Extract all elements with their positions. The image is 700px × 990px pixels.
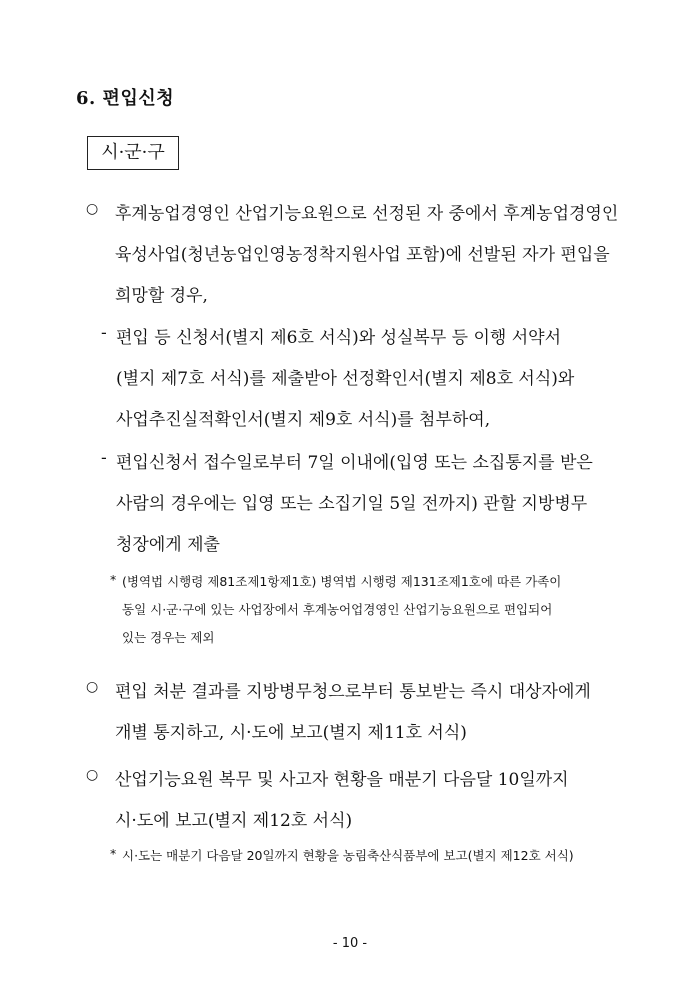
region-label-box: 시·군·구 [87,136,179,170]
item1-line1: 후계농업경영인 산업기능요원으로 선정된 자 중에서 후계농업경영인 [115,204,619,224]
note1-line1: (병역법 시행령 제81조제1항제1호) 병역법 시행령 제131조제1호에 따른 가족이 [122,574,562,589]
subitem2-line1: 편입신청서 접수일로부터 7일 이내에(입영 또는 소집통지를 받은 [116,453,593,473]
item1-line2: 육성사업(청년농업인영농정착지원사업 포함)에 선발된 자가 편입을 [115,245,610,265]
circle-bullet: ○ [86,679,99,695]
subitem2-line2: 사람의 경우에는 입영 또는 소집기일 5일 전까지) 관할 지방병무 [116,494,588,514]
asterisk-marker: * [110,846,117,861]
subitem1-line2: (별지 제7호 서식)를 제출받아 선정확인서(별지 제8호 서식)와 [116,369,575,389]
note1-line2: 동일 시·군·구에 있는 사업장에서 후계농어업경영인 산업기능요원으로 편입되어 [122,602,553,617]
subitem1-line3: 사업추진실적확인서(별지 제9호 서식)를 첨부하여, [116,410,491,430]
item1-line3: 희망할 경우, [115,286,208,306]
page-number: - 10 - [332,936,368,951]
asterisk-marker: * [110,572,117,587]
item2-line2: 개별 통지하고, 시·도에 보고(별지 제11호 서식) [115,723,467,743]
dash-marker: - [101,448,107,468]
subitem1-line1: 편입 등 신청서(별지 제6호 서식)와 성실복무 등 이행 서약서 [116,328,562,348]
dash-marker: - [101,323,107,343]
note2-line1: 시·도는 매분기 다음달 20일까지 현황을 농림축산식품부에 보고(별지 제12호 서식) [122,848,574,863]
item3-line2: 시·도에 보고(별지 제12호 서식) [115,811,353,831]
circle-bullet: ○ [86,201,99,217]
section-title: 6. 편입신청 [76,88,175,109]
item2-line1: 편입 처분 결과를 지방병무청으로부터 통보받는 즉시 대상자에게 [115,682,591,702]
subitem2-line3: 청장에게 제출 [116,535,220,555]
circle-bullet: ○ [86,767,99,783]
item3-line1: 산업기능요원 복무 및 사고자 현황을 매분기 다음달 10일까지 [115,770,569,790]
note1-line3: 있는 경우는 제외 [122,630,215,645]
